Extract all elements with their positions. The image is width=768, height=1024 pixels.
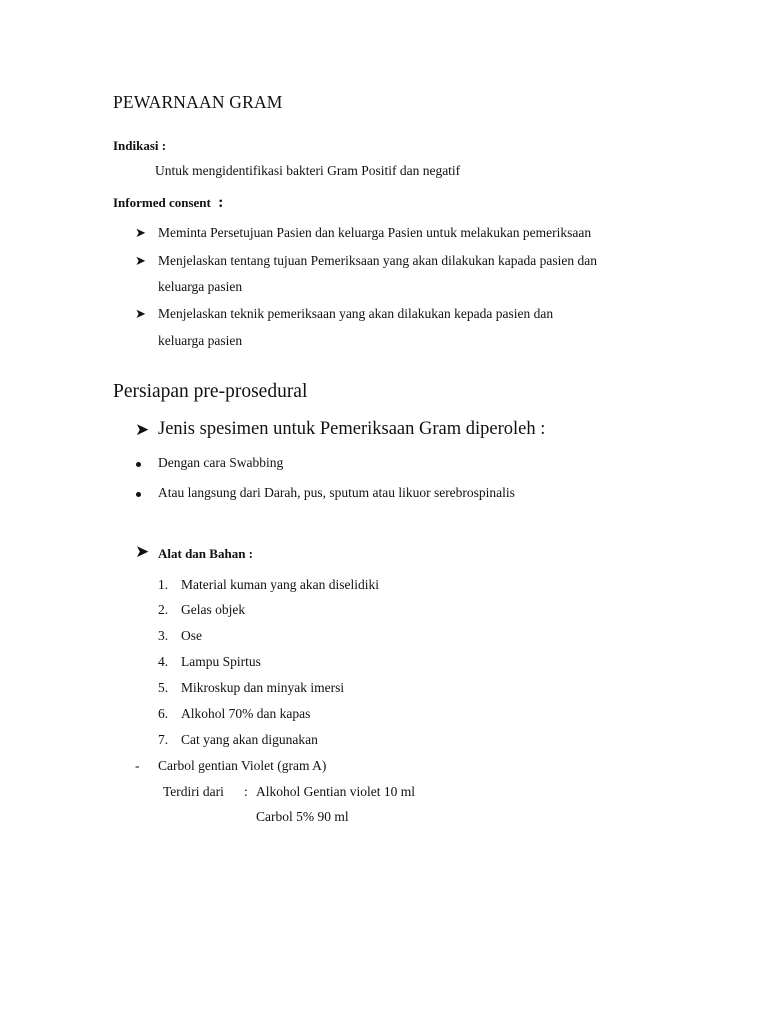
informed-consent-label [113,194,223,212]
arrow-bullet-icon: ➤ [135,420,150,439]
indikasi-label: Indikasi : [113,138,167,153]
alat-item-6: Alkohol 70% dan kapas [181,706,311,721]
bullet-dot-icon [136,462,141,467]
arrow-bullet-icon: ➤ [135,225,146,240]
carbol-component-2: Carbol 5% 90 ml [256,809,349,824]
document-title: PEWARNAAN GRAM [113,92,283,112]
consent-item-2-line2: keluarga pasien [158,279,243,294]
specimen-bullet-1: Dengan cara Swabbing [158,455,284,470]
consent-item-2-line1: Menjelaskan tentang tujuan Pemeriksaan yang akan dilakukan kapada pasien dan [158,253,597,268]
alat-item-2: Gelas objek [181,602,246,617]
specimen-bullet-2: Atau langsung dari Darah, pus, sputum atau likuor serebrospinalis [158,485,515,500]
carbol-component-1: Alkohol Gentian violet 10 ml [256,784,415,799]
list-item-number: 2. [158,602,169,617]
alat-item-3: Ose [181,628,202,643]
subheading-alat-bahan: Alat dan Bahan : [158,546,253,561]
list-item-number: 7. [158,732,169,747]
alat-item-7: Cat yang akan digunakan [181,732,318,747]
list-item-number: 5. [158,680,169,695]
subheading-jenis-spesimen: Jenis spesimen untuk Pemeriksaan Gram diperoleh : [158,419,546,439]
indikasi-text: Untuk mengidentifikasi bakteri Gram Positif dan negatif [155,163,461,178]
alat-item-5: Mikroskup dan minyak imersi [181,680,345,695]
terdiri-colon: : [244,784,248,799]
informed-consent-label-text: Informed consent [113,195,211,210]
list-item-number: 4. [158,654,169,669]
arrow-bullet-icon: ➤ [135,542,150,561]
carbol-item: Carbol gentian Violet (gram A) [158,758,327,773]
terdiri-label: Terdiri dari [163,784,224,799]
alat-item-4: Lampu Spirtus [181,654,261,669]
list-item-number: 1. [158,577,169,592]
section-heading-persiapan: Persiapan pre-prosedural [113,381,308,402]
alat-item-1: Material kuman yang akan diselidiki [181,577,379,592]
list-item-number: 6. [158,706,169,721]
consent-item-3-line2: keluarga pasien [158,333,243,348]
dash-bullet: - [135,758,140,773]
informed-consent-colon: : [218,194,224,211]
arrow-bullet-icon: ➤ [135,253,146,268]
consent-item-3-line1: Menjelaskan teknik pemeriksaan yang akan dilakukan kepada pasien dan [158,306,554,321]
list-item-number: 3. [158,628,169,643]
arrow-bullet-icon: ➤ [135,306,146,321]
bullet-dot-icon [136,492,141,497]
consent-item-1: Meminta Persetujuan Pasien dan keluarga Pasien untuk melakukan pemeriksaan [158,225,592,240]
